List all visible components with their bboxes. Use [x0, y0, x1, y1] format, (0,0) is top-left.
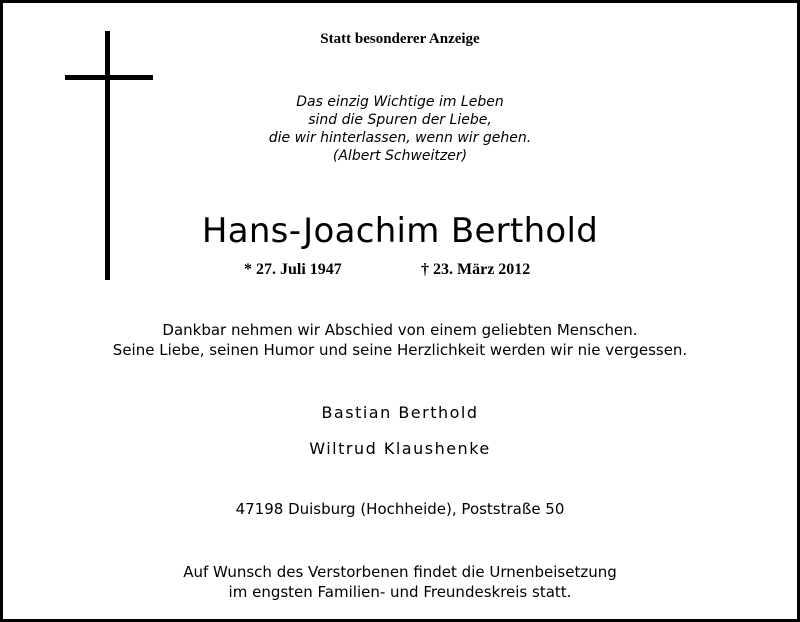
birth-date: * 27. Juli 1947 — [244, 261, 342, 278]
notice-header: Statt besonderer Anzeige — [320, 31, 480, 47]
death-date: † 23. März 2012 — [421, 261, 531, 278]
quote-line: sind die Spuren der Liebe, — [308, 112, 492, 128]
funeral-note-line: im engsten Familien- und Freundeskreis statt. — [228, 583, 572, 601]
address: 47198 Duisburg (Hochheide), Poststraße 50 — [235, 500, 565, 518]
mourner-name: Bastian Berthold — [321, 403, 479, 422]
quote-line: Das einzig Wichtige im Leben — [296, 94, 504, 110]
farewell-line: Dankbar nehmen wir Abschied von einem geliebten Menschen. — [162, 321, 638, 339]
deceased-name: Hans-Joachim Berthold — [201, 211, 599, 251]
cross-icon-bar — [65, 75, 153, 80]
funeral-note-line: Auf Wunsch des Verstorbenen findet die Urnenbeisetzung — [183, 563, 617, 581]
mourner-name: Wiltrud Klaushenke — [309, 439, 491, 458]
farewell-line: Seine Liebe, seinen Humor und seine Herzlichkeit werden wir nie vergessen. — [112, 341, 688, 359]
quote-line: die wir hinterlassen, wenn wir gehen. — [268, 130, 532, 146]
quote-author: (Albert Schweitzer) — [332, 148, 468, 164]
